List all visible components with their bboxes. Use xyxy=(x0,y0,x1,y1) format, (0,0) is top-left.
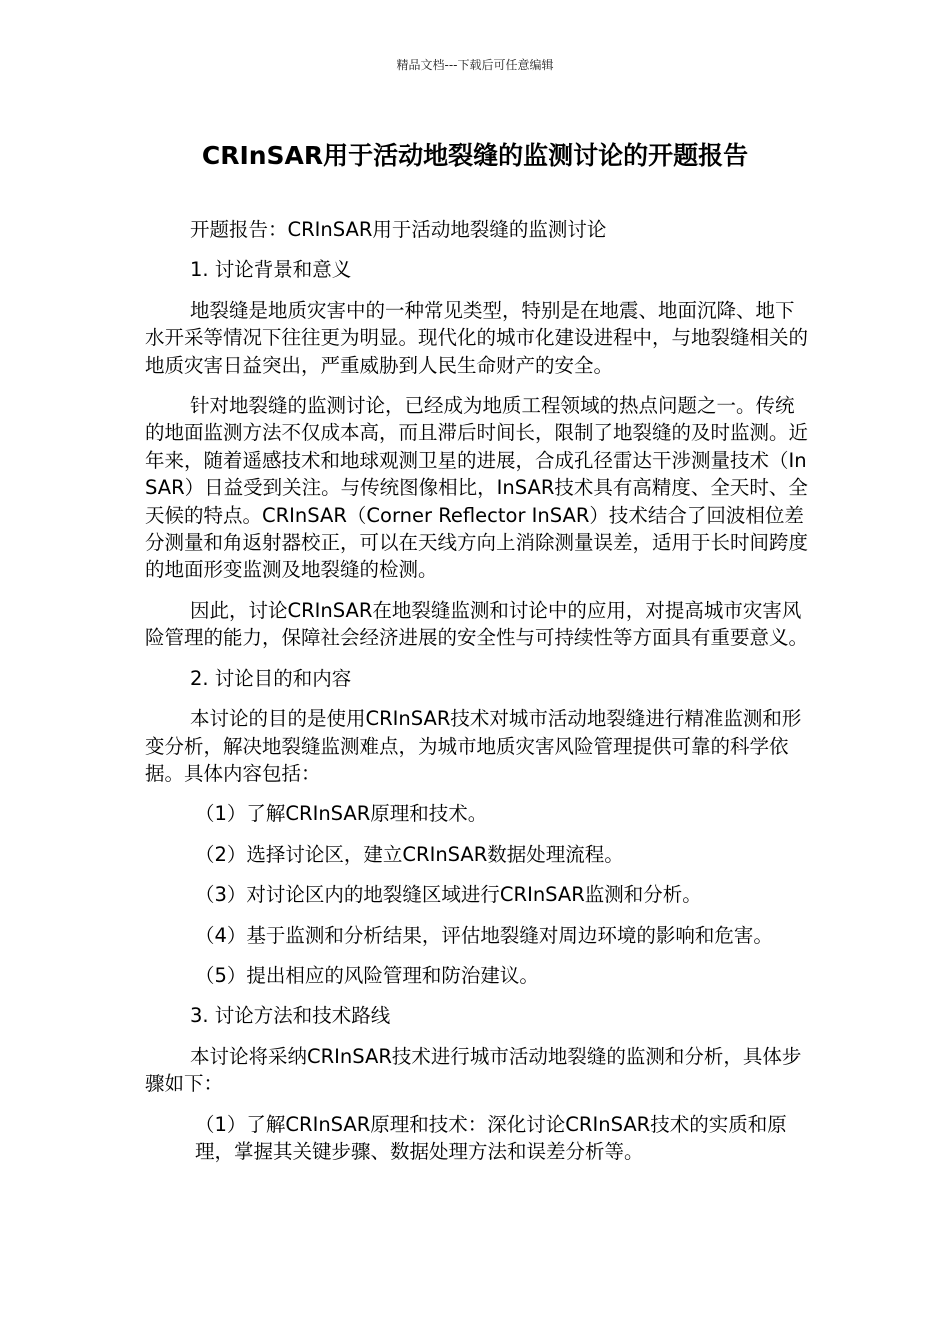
paragraph-background-2: 针对地裂缝的监测讨论，已经成为地质工程领域的热点问题之一。传统的地面监测方法不仅成本高，而且滞后时间长，限制了地裂缝的及时监测。近年来，随着遥感技术和地球观测卫星的进展，合成孔径雷达干涉测量技术（InSAR）日益受到关注。与传统图像相比，InSAR技术具有高精度、全天时、全天候的特点。CRInSAR（Corner Reflector InSAR）技术结合了回波相位差分测量和角返射器校正，可以在天线方向上消除测量误差，适用于长时间跨度的地面形变监测及地裂缝的检测。 xyxy=(145,394,809,582)
section-heading-background: 1. 讨论背景和意义 xyxy=(190,258,352,282)
list-item: （1）了解CRInSAR原理和技术：深化讨论CRInSAR技术的实质和原理，掌握其关键步骤、数据处理方法和误差分析等。 xyxy=(195,1112,787,1163)
list-item: （3）对讨论区内的地裂缝区域进行CRInSAR监测和分析。 xyxy=(195,883,702,907)
section-heading-objectives: 2. 讨论目的和内容 xyxy=(190,666,352,690)
list-item: （2）选择讨论区，建立CRInSAR数据处理流程。 xyxy=(195,842,624,866)
list-item: （4）基于监测和分析结果，评估地裂缝对周边环境的影响和危害。 xyxy=(195,923,773,947)
list-item: （5）提出相应的风险管理和防治建议。 xyxy=(195,963,539,987)
paragraph-background-1: 地裂缝是地质灾害中的一种常见类型，特别是在地震、地面沉降、地下水开采等情况下往往更为明显。现代化的城市化建设进程中，与地裂缝相关的地质灾害日益突出，严重威胁到人民生命财产的安全。 xyxy=(145,298,809,377)
section-heading-methods: 3. 讨论方法和技术路线 xyxy=(190,1004,391,1028)
document-title: CRInSAR用于活动地裂缝的监测讨论的开题报告 xyxy=(201,141,749,170)
paragraph-objectives: 本讨论的目的是使用CRInSAR技术对城市活动地裂缝进行精准监测和形变分析，解决地裂缝监测难点，为城市地质灾害风险管理提供可靠的科学依据。具体内容包括： xyxy=(145,707,802,785)
header-note: 精品文档---下载后可任意编辑 xyxy=(396,58,554,72)
document-body xyxy=(145,216,810,1165)
paragraph-intro: 开题报告：CRInSAR用于活动地裂缝的监测讨论 xyxy=(190,218,607,241)
paragraph-methods: 本讨论将采纳CRInSAR技术进行城市活动地裂缝的监测和分析，具体步骤如下： xyxy=(145,1044,802,1096)
paragraph-background-3: 因此，讨论CRInSAR在地裂缝监测和讨论中的应用，对提高城市灾害风险管理的能力，保障社会经济进展的安全性与可持续性等方面具有重要意义。 xyxy=(145,598,809,650)
list-item: （1）了解CRInSAR原理和技术。 xyxy=(195,802,488,826)
